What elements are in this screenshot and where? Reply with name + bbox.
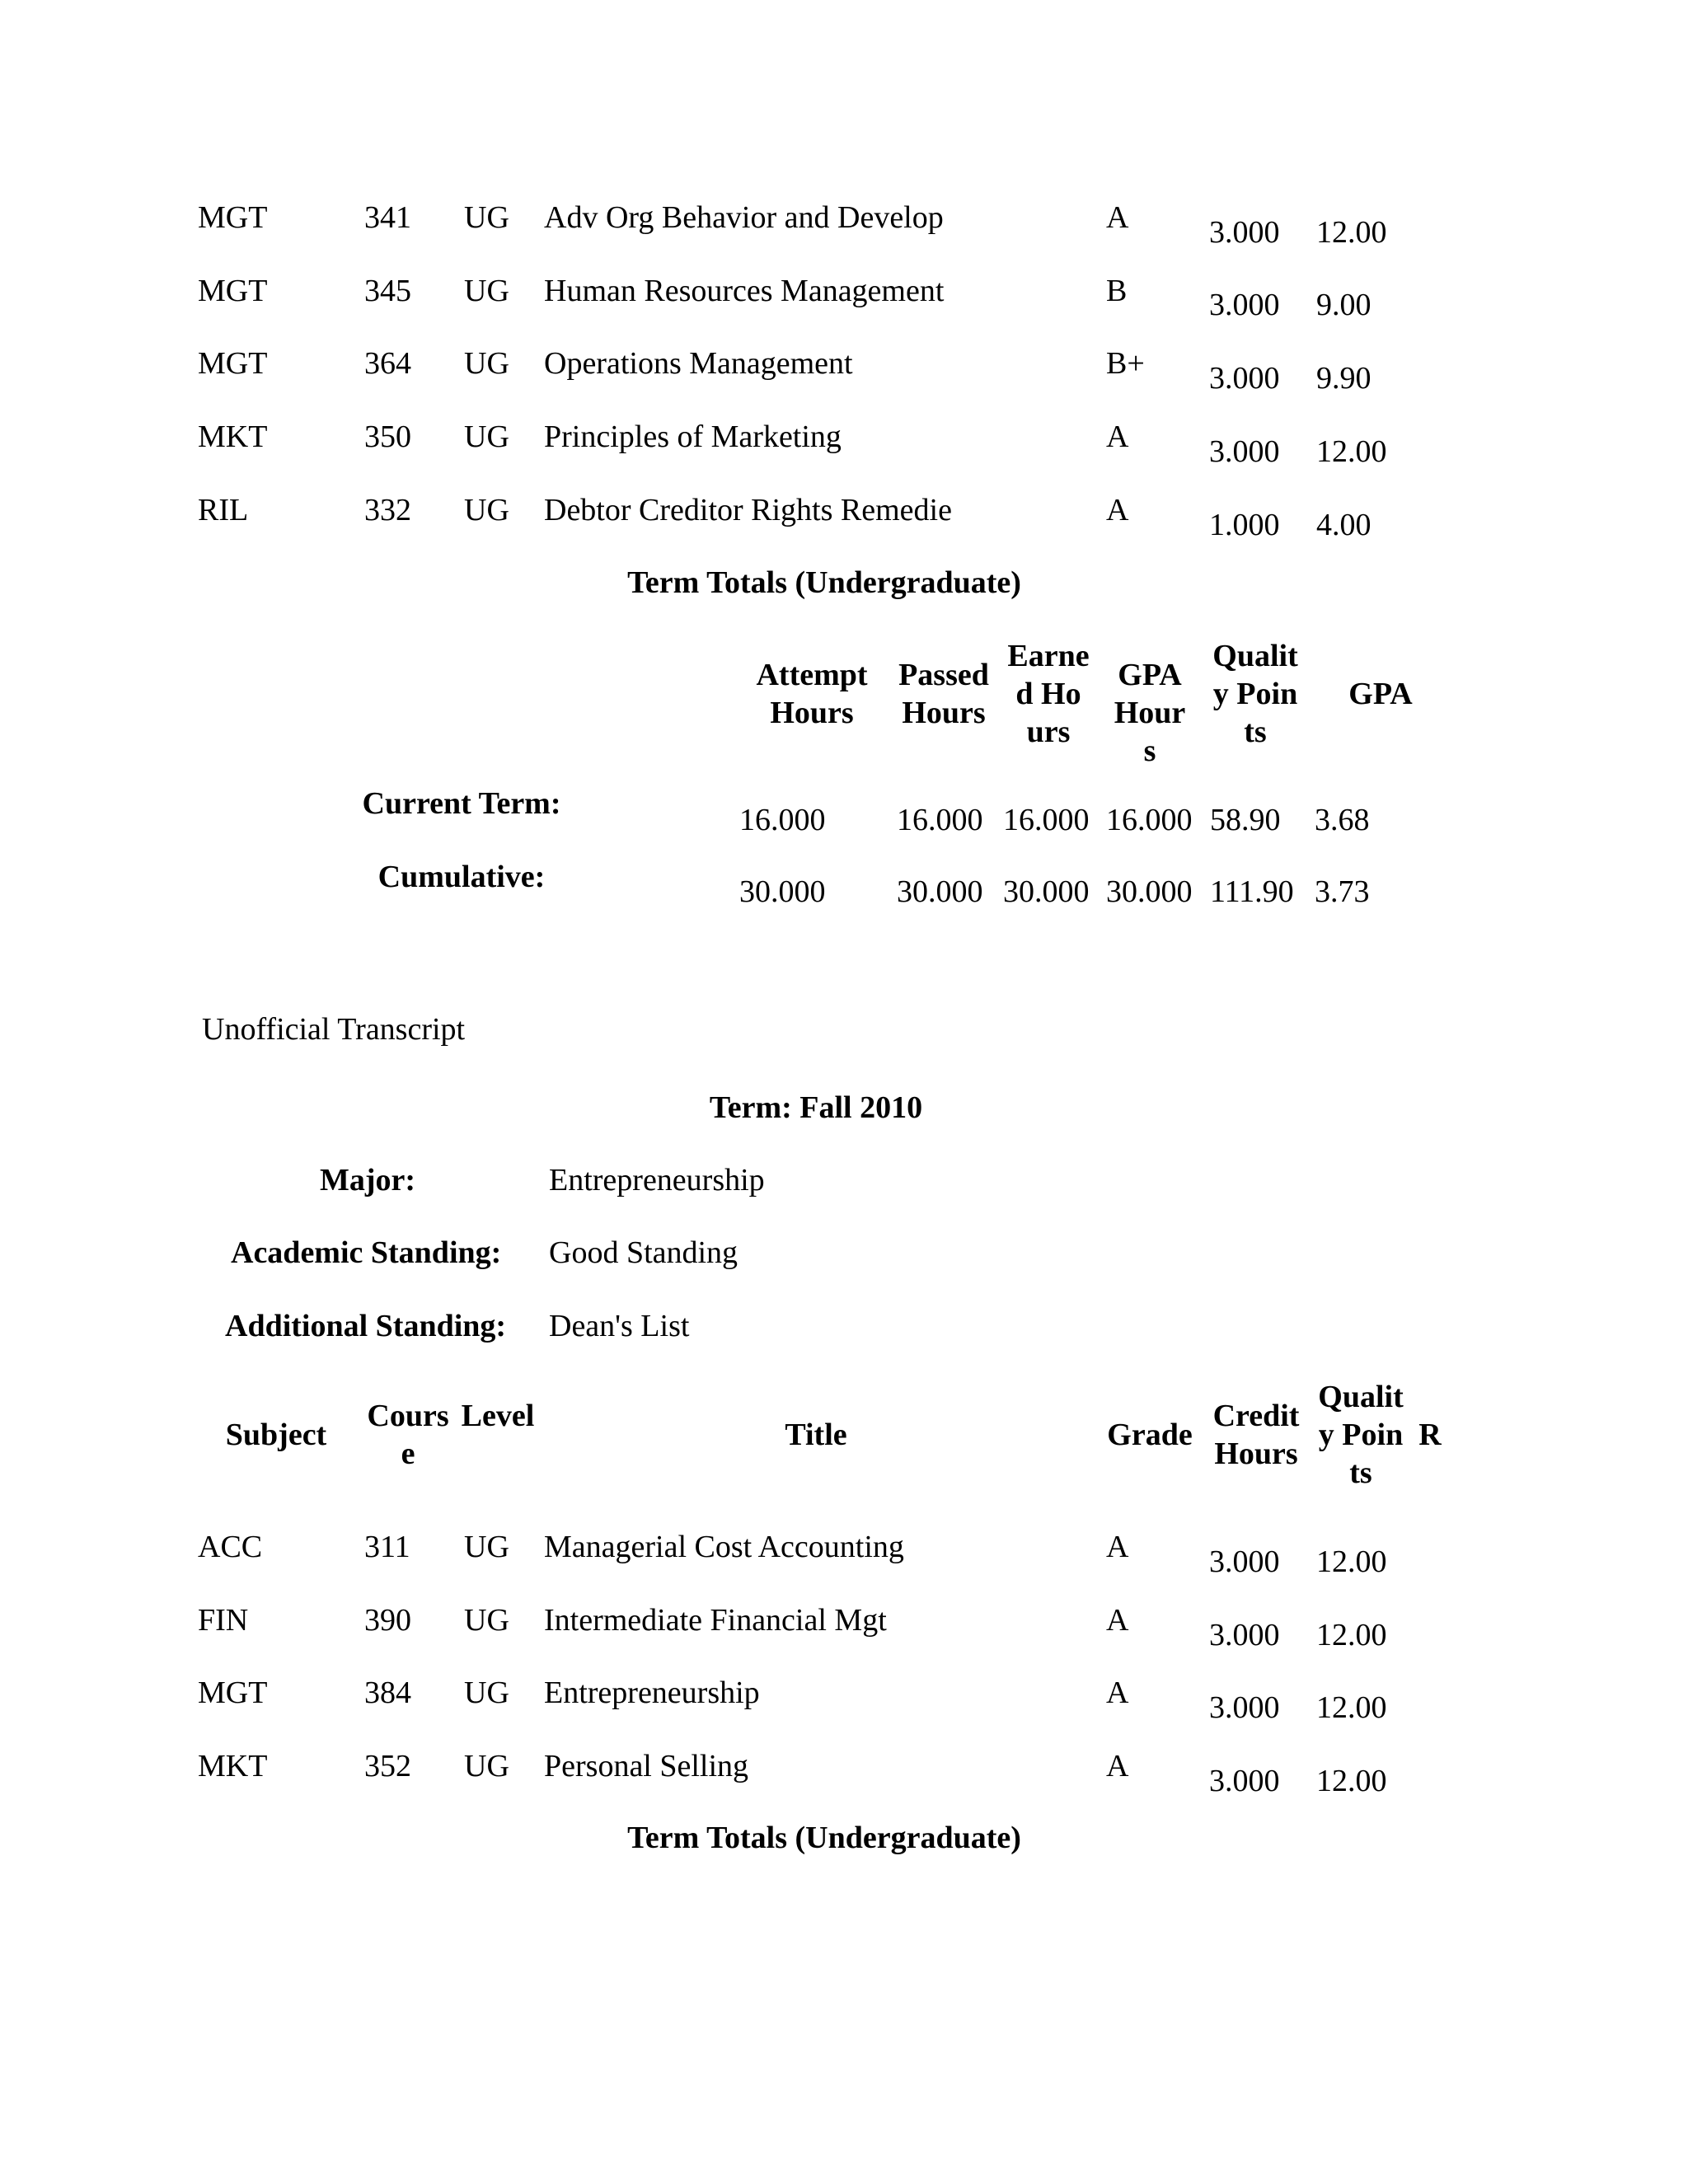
course-quality-points: 12.00	[1316, 215, 1387, 250]
course-number: 352	[364, 1749, 411, 1783]
totals-header-quality-points: Quality Points	[1212, 639, 1298, 749]
course-quality-points: 12.00	[1316, 1690, 1387, 1725]
header-credit-hours: Credit Hours	[1212, 1399, 1300, 1471]
course-level: UG	[464, 1530, 509, 1564]
info-label-additional-standing: Additional Standing:	[225, 1309, 507, 1343]
course-level: UG	[464, 1603, 509, 1638]
course-title: Principles of Marketing	[544, 419, 842, 454]
course-quality-points: 9.90	[1316, 361, 1372, 396]
info-label-academic-standing: Academic Standing:	[231, 1235, 502, 1270]
bottom-term-totals-heading: Term Totals (Undergraduate)	[627, 1821, 1021, 1855]
course-credit-hours: 3.000	[1209, 434, 1280, 469]
course-subject: MGT	[198, 274, 268, 308]
course-number: 364	[364, 346, 411, 381]
course-grade: B	[1106, 274, 1128, 308]
course-grade: A	[1106, 493, 1129, 527]
course-title: Adv Org Behavior and Develop	[544, 200, 944, 235]
course-quality-points: 12.00	[1316, 1764, 1387, 1798]
course-credit-hours: 3.000	[1209, 215, 1280, 250]
earned-hours-value: 30.000	[1003, 874, 1090, 909]
course-credit-hours: 3.000	[1209, 1764, 1280, 1798]
course-grade: A	[1106, 1603, 1129, 1638]
course-grade: A	[1106, 200, 1129, 235]
course-title: Managerial Cost Accounting	[544, 1530, 904, 1564]
course-quality-points: 4.00	[1316, 508, 1372, 542]
attempt-hours-value: 16.000	[739, 803, 826, 837]
course-title: Intermediate Financial Mgt	[544, 1603, 887, 1638]
term-totals-heading: Term Totals (Undergraduate)	[627, 565, 1021, 600]
header-grade: Grade	[1107, 1418, 1193, 1452]
course-credit-hours: 3.000	[1209, 1618, 1280, 1652]
header-r: R	[1418, 1418, 1442, 1452]
term-heading: Term: Fall 2010	[709, 1090, 923, 1125]
course-number: 341	[364, 200, 411, 235]
course-quality-points: 12.00	[1316, 1618, 1387, 1652]
course-number: 384	[364, 1675, 411, 1710]
header-subject: Subject	[225, 1418, 327, 1452]
course-number: 390	[364, 1603, 411, 1638]
info-value-major: Entrepreneurship	[549, 1163, 765, 1197]
earned-hours-value: 16.000	[1003, 803, 1090, 837]
course-subject: MKT	[198, 419, 268, 454]
header-level: Level	[461, 1399, 535, 1433]
course-number: 332	[364, 493, 411, 527]
header-title: Title	[785, 1418, 847, 1452]
totals-header-earned-hours: Earned Hours	[1007, 639, 1090, 749]
gpa-value: 3.68	[1315, 803, 1370, 837]
totals-row-label: Cumulative:	[377, 860, 546, 894]
course-subject: MKT	[198, 1749, 268, 1783]
course-grade: A	[1106, 1530, 1129, 1564]
course-credit-hours: 1.000	[1209, 508, 1280, 542]
passed-hours-value: 30.000	[897, 874, 983, 909]
course-level: UG	[464, 1749, 509, 1783]
totals-header-passed-hours: Passed Hours	[898, 658, 989, 730]
course-level: UG	[464, 346, 509, 381]
course-title: Operations Management	[544, 346, 853, 381]
course-level: UG	[464, 419, 509, 454]
course-grade: A	[1106, 1675, 1129, 1710]
course-credit-hours: 3.000	[1209, 288, 1280, 322]
course-grade: A	[1106, 419, 1129, 454]
course-subject: RIL	[198, 493, 249, 527]
info-value-additional-standing: Dean's List	[549, 1309, 690, 1343]
course-quality-points: 12.00	[1316, 434, 1387, 469]
gpa-hours-value: 16.000	[1106, 803, 1193, 837]
course-level: UG	[464, 493, 509, 527]
course-level: UG	[464, 274, 509, 308]
totals-header-gpa: GPA	[1348, 677, 1413, 711]
course-title: Entrepreneurship	[544, 1675, 760, 1710]
course-subject: MGT	[198, 346, 268, 381]
header-quality-points: Quality Points	[1318, 1380, 1404, 1490]
course-grade: B+	[1106, 346, 1145, 381]
header-course: Course	[367, 1399, 449, 1471]
course-credit-hours: 3.000	[1209, 1690, 1280, 1725]
course-quality-points: 12.00	[1316, 1544, 1387, 1579]
course-credit-hours: 3.000	[1209, 1544, 1280, 1579]
course-subject: FIN	[198, 1603, 249, 1638]
quality-points-value: 58.90	[1210, 803, 1281, 837]
course-grade: A	[1106, 1749, 1129, 1783]
attempt-hours-value: 30.000	[739, 874, 826, 909]
totals-header-gpa-hours: GPA Hours	[1114, 658, 1186, 768]
gpa-hours-value: 30.000	[1106, 874, 1193, 909]
course-number: 350	[364, 419, 411, 454]
info-value-academic-standing: Good Standing	[549, 1235, 738, 1270]
unofficial-transcript-label: Unofficial Transcript	[202, 1012, 466, 1047]
quality-points-value: 111.90	[1210, 874, 1294, 909]
course-subject: ACC	[198, 1530, 263, 1564]
course-title: Debtor Creditor Rights Remedie	[544, 493, 952, 527]
passed-hours-value: 16.000	[897, 803, 983, 837]
course-title: Human Resources Management	[544, 274, 945, 308]
course-credit-hours: 3.000	[1209, 361, 1280, 396]
course-subject: MGT	[198, 200, 268, 235]
totals-row-label: Current Term:	[362, 786, 561, 821]
course-quality-points: 9.00	[1316, 288, 1372, 322]
course-title: Personal Selling	[544, 1749, 749, 1783]
gpa-value: 3.73	[1315, 874, 1370, 909]
course-number: 345	[364, 274, 411, 308]
course-subject: MGT	[198, 1675, 268, 1710]
totals-header-attempt-hours: Attempt Hours	[756, 658, 868, 730]
course-level: UG	[464, 200, 509, 235]
info-label-major: Major:	[320, 1163, 416, 1197]
course-number: 311	[364, 1530, 410, 1564]
course-level: UG	[464, 1675, 509, 1710]
